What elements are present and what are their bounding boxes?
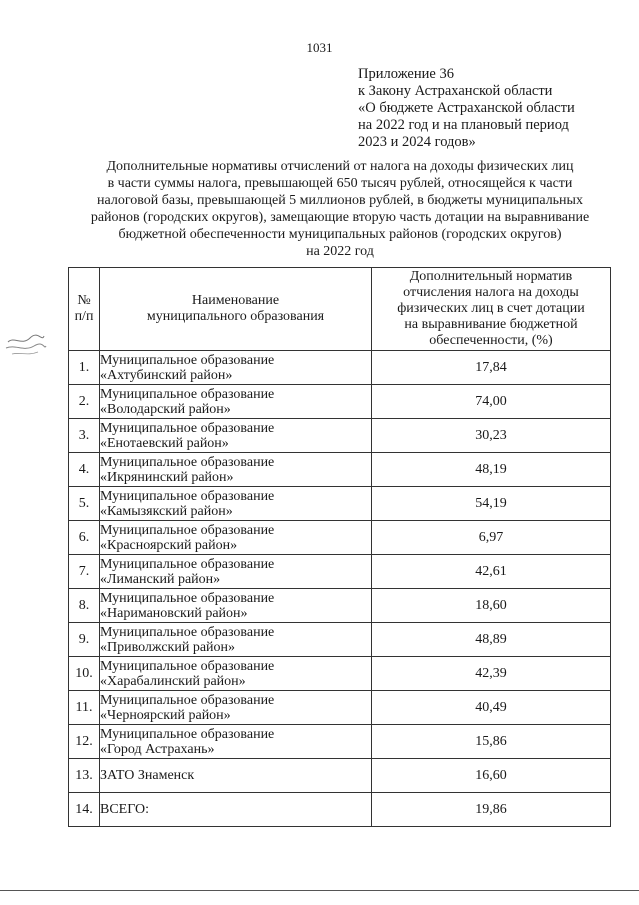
row-name: Муниципальное образование «Город Астрахань» (100, 725, 372, 759)
header-num: № п/п (69, 268, 100, 351)
bottom-scan-edge (0, 890, 639, 891)
table-header-row (69, 268, 611, 351)
document-title (62, 158, 618, 260)
row-number: 1. (69, 351, 100, 385)
row-value: 18,60 (372, 589, 611, 623)
row-number: 11. (69, 691, 100, 725)
row-name: Муниципальное образование «Харабалинский район» (100, 657, 372, 691)
appendix-line: «О бюджете Астраханской области (358, 100, 575, 116)
appendix-line: к Закону Астраханской области (358, 83, 553, 99)
row-number: 3. (69, 419, 100, 453)
row-value: 15,86 (372, 725, 611, 759)
appendix-line: Приложение 36 (358, 66, 454, 82)
header-value: Дополнительный норматив отчисления налога на доходы физических лиц в счет дотации на выравнивание бюджетной обеспеченности, (%) (372, 268, 611, 351)
table-row (69, 419, 611, 453)
row-name: Муниципальное образование «Черноярский район» (100, 691, 372, 725)
row-value: 48,89 (372, 623, 611, 657)
table-row (69, 521, 611, 555)
table-row (69, 759, 611, 793)
row-value: 16,60 (372, 759, 611, 793)
page-number: 1031 (306, 40, 333, 55)
row-value: 42,61 (372, 555, 611, 589)
table-row (69, 385, 611, 419)
row-number: 8. (69, 589, 100, 623)
title-line: в части суммы налога, превышающей 650 тысяч рублей, относящейся к части (107, 176, 573, 191)
row-name: ВСЕГО: (100, 793, 372, 827)
row-number: 5. (69, 487, 100, 521)
row-number: 12. (69, 725, 100, 759)
title-line: бюджетной обеспеченности муниципальных районов (городских округов) (118, 227, 562, 242)
row-value: 30,23 (372, 419, 611, 453)
row-number: 14. (69, 793, 100, 827)
table-row (69, 691, 611, 725)
table-row (69, 793, 611, 827)
table-row (69, 351, 611, 385)
row-number: 4. (69, 453, 100, 487)
row-value: 74,00 (372, 385, 611, 419)
row-name: Муниципальное образование «Икрянинский район» (100, 453, 372, 487)
row-value: 48,19 (372, 453, 611, 487)
row-name: Муниципальное образование «Енотаевский район» (100, 419, 372, 453)
row-name: Муниципальное образование «Красноярский район» (100, 521, 372, 555)
row-number: 10. (69, 657, 100, 691)
header-name: Наименование муниципального образования (100, 268, 372, 351)
title-line: на 2022 год (306, 244, 374, 259)
table-row (69, 589, 611, 623)
row-number: 7. (69, 555, 100, 589)
row-value: 54,19 (372, 487, 611, 521)
row-value: 42,39 (372, 657, 611, 691)
row-name: ЗАТО Знаменск (100, 759, 372, 793)
row-number: 2. (69, 385, 100, 419)
row-value: 17,84 (372, 351, 611, 385)
appendix-line: на 2022 год и на плановый период (358, 117, 569, 133)
table-row (69, 725, 611, 759)
row-name: Муниципальное образование «Лиманский район» (100, 555, 372, 589)
row-number: 13. (69, 759, 100, 793)
row-name: Муниципальное образование «Камызякский район» (100, 487, 372, 521)
table-row (69, 657, 611, 691)
table-row (69, 453, 611, 487)
row-value: 6,97 (372, 521, 611, 555)
margin-scribble-mark (4, 330, 48, 360)
appendix-line: 2023 и 2024 годов» (358, 134, 476, 150)
row-name: Муниципальное образование «Приволжский район» (100, 623, 372, 657)
row-name: Муниципальное образование «Наримановский район» (100, 589, 372, 623)
title-line: Дополнительные нормативы отчислений от налога на доходы физических лиц (106, 159, 574, 174)
row-value: 40,49 (372, 691, 611, 725)
table-row (69, 487, 611, 521)
table-row (69, 623, 611, 657)
title-line: налоговой базы, превышающей 5 миллионов рублей, в бюджеты муниципальных (97, 193, 583, 208)
row-number: 9. (69, 623, 100, 657)
normatives-table (68, 267, 611, 827)
table-row (69, 555, 611, 589)
row-number: 6. (69, 521, 100, 555)
row-name: Муниципальное образование «Ахтубинский район» (100, 351, 372, 385)
title-line: районов (городских округов), замещающие вторую часть дотации на выравнивание (90, 210, 590, 225)
appendix-block (358, 66, 618, 151)
row-name: Муниципальное образование «Володарский район» (100, 385, 372, 419)
row-value: 19,86 (372, 793, 611, 827)
